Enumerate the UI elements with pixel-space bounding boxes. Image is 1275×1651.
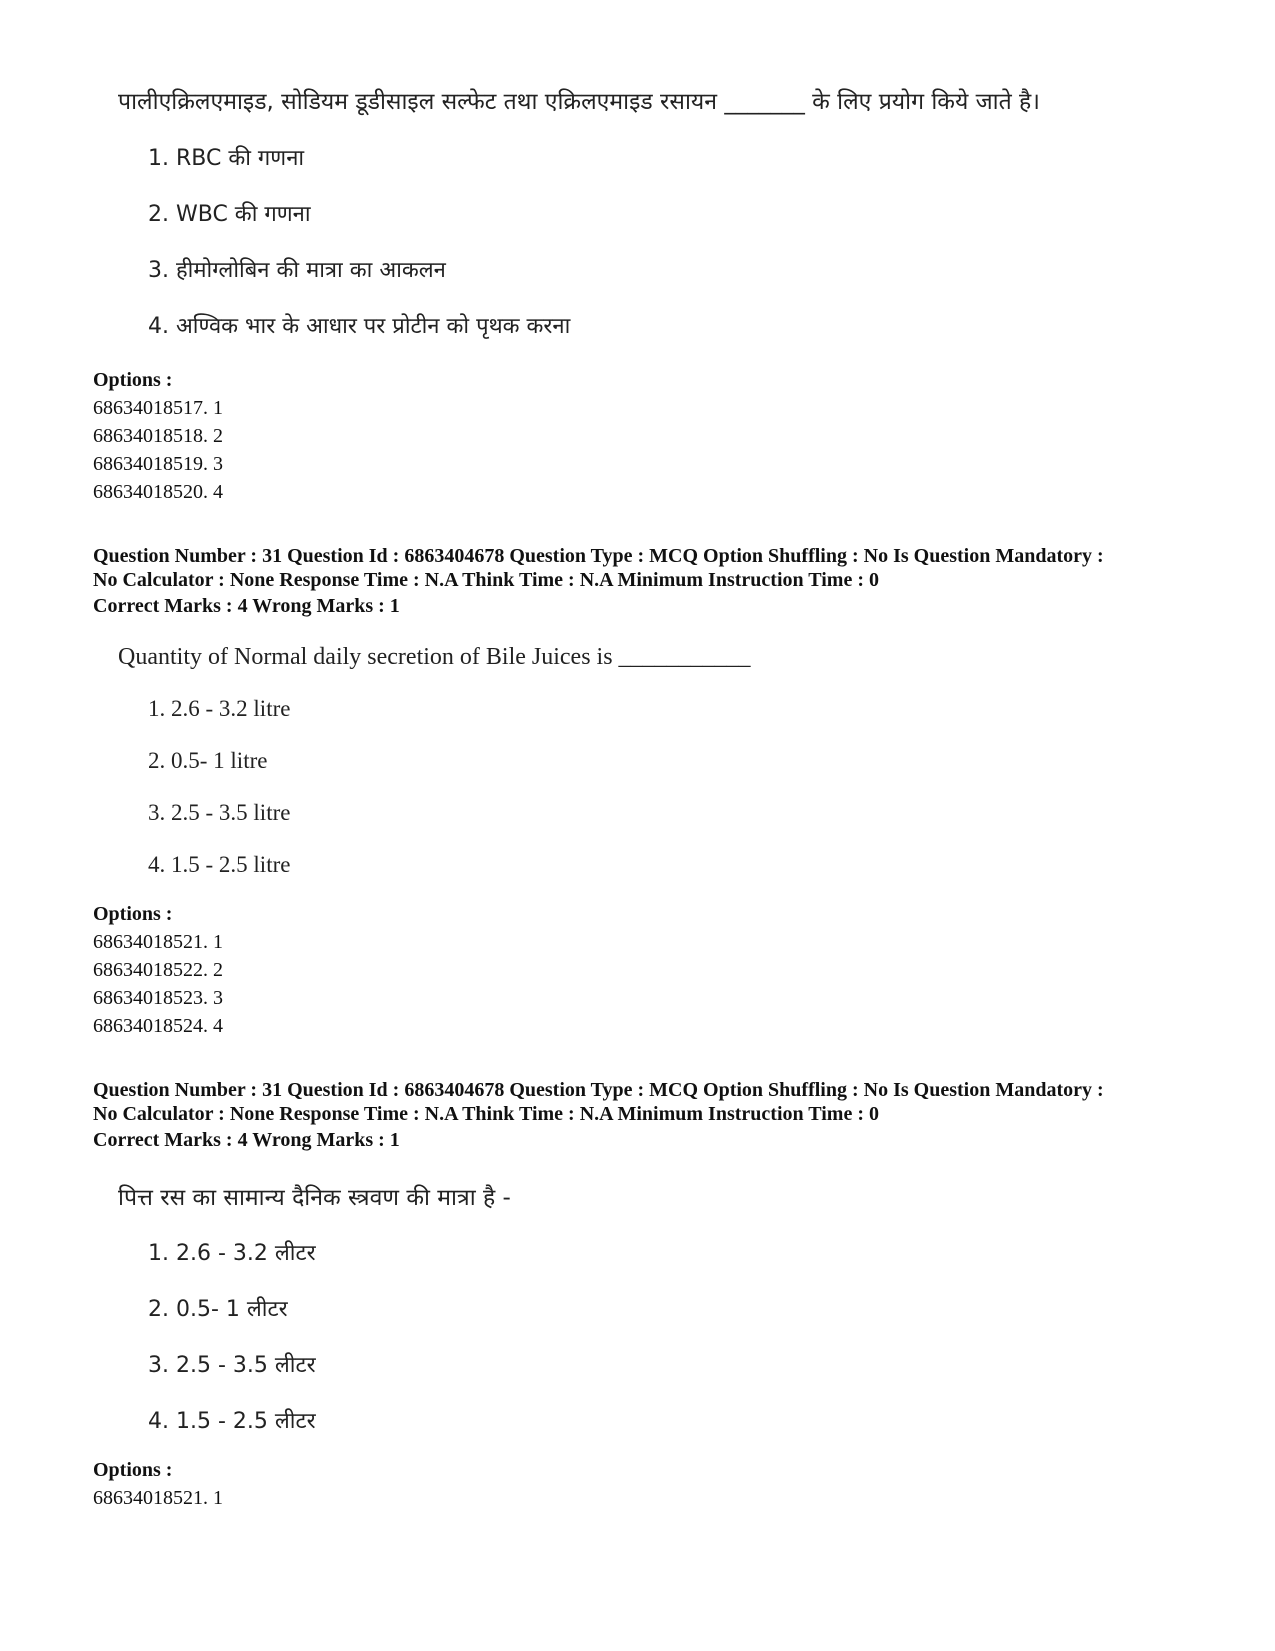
option-id: 68634018517. 1 <box>93 397 223 419</box>
question-text: पालीएक्रिलएमाइड, सोडियम डूडीसाइल सल्फेट तथा एक्रिलएमाइड रसायन _______ के लिए प्रयोग किये जाते है। <box>118 89 1040 115</box>
option-id: 68634018523. 3 <box>93 987 223 1009</box>
answer-choice-2: 2. WBC की गणना <box>148 202 311 227</box>
answer-choice-4: 4. 1.5 - 2.5 litre <box>148 852 291 877</box>
question-meta-line-2: No Calculator : None Response Time : N.A Think Time : N.A Minimum Instruction Time : 0 <box>93 1103 879 1125</box>
answer-choice-2: 2. 0.5- 1 litre <box>148 748 268 773</box>
answer-choice-3: 3. हीमोग्लोबिन की मात्रा का आकलन <box>148 258 446 283</box>
option-id: 68634018521. 1 <box>93 931 223 953</box>
option-id: 68634018524. 4 <box>93 1015 223 1037</box>
option-id: 68634018519. 3 <box>93 453 223 475</box>
options-label: Options : <box>93 903 173 925</box>
answer-choice-2: 2. 0.5- 1 लीटर <box>148 1297 288 1322</box>
answer-choice-1: 1. 2.6 - 3.2 लीटर <box>148 1241 316 1266</box>
answer-choice-1: 1. 2.6 - 3.2 litre <box>148 696 291 721</box>
option-id: 68634018518. 2 <box>93 425 223 447</box>
answer-choice-3: 3. 2.5 - 3.5 लीटर <box>148 1353 316 1378</box>
answer-choice-4: 4. अण्विक भार के आधार पर प्रोटीन को पृथक करना <box>148 314 571 339</box>
question-meta-line-1: Question Number : 31 Question Id : 6863404678 Question Type : MCQ Option Shuffling : No Is Question Mandatory : <box>93 545 1104 567</box>
options-label: Options : <box>93 369 173 391</box>
answer-choice-3: 3. 2.5 - 3.5 litre <box>148 800 291 825</box>
options-label: Options : <box>93 1459 173 1481</box>
option-id: 68634018520. 4 <box>93 481 223 503</box>
question-meta <box>93 1078 1203 1126</box>
option-id: 68634018521. 1 <box>93 1487 223 1509</box>
option-id: 68634018522. 2 <box>93 959 223 981</box>
question-text: पित्त रस का सामान्य दैनिक स्त्रवण की मात्रा है - <box>118 1185 511 1211</box>
question-meta-line-1: Question Number : 31 Question Id : 6863404678 Question Type : MCQ Option Shuffling : No Is Question Mandatory : <box>93 1079 1104 1101</box>
answer-choice-4: 4. 1.5 - 2.5 लीटर <box>148 1409 316 1434</box>
question-text: Quantity of Normal daily secretion of Bile Juices is ___________ <box>118 644 751 670</box>
question-meta-line-2: No Calculator : None Response Time : N.A Think Time : N.A Minimum Instruction Time : 0 <box>93 569 879 591</box>
marks-line: Correct Marks : 4 Wrong Marks : 1 <box>93 1129 400 1151</box>
question-meta <box>93 544 1203 592</box>
marks-line: Correct Marks : 4 Wrong Marks : 1 <box>93 595 400 617</box>
answer-choice-1: 1. RBC की गणना <box>148 146 305 171</box>
